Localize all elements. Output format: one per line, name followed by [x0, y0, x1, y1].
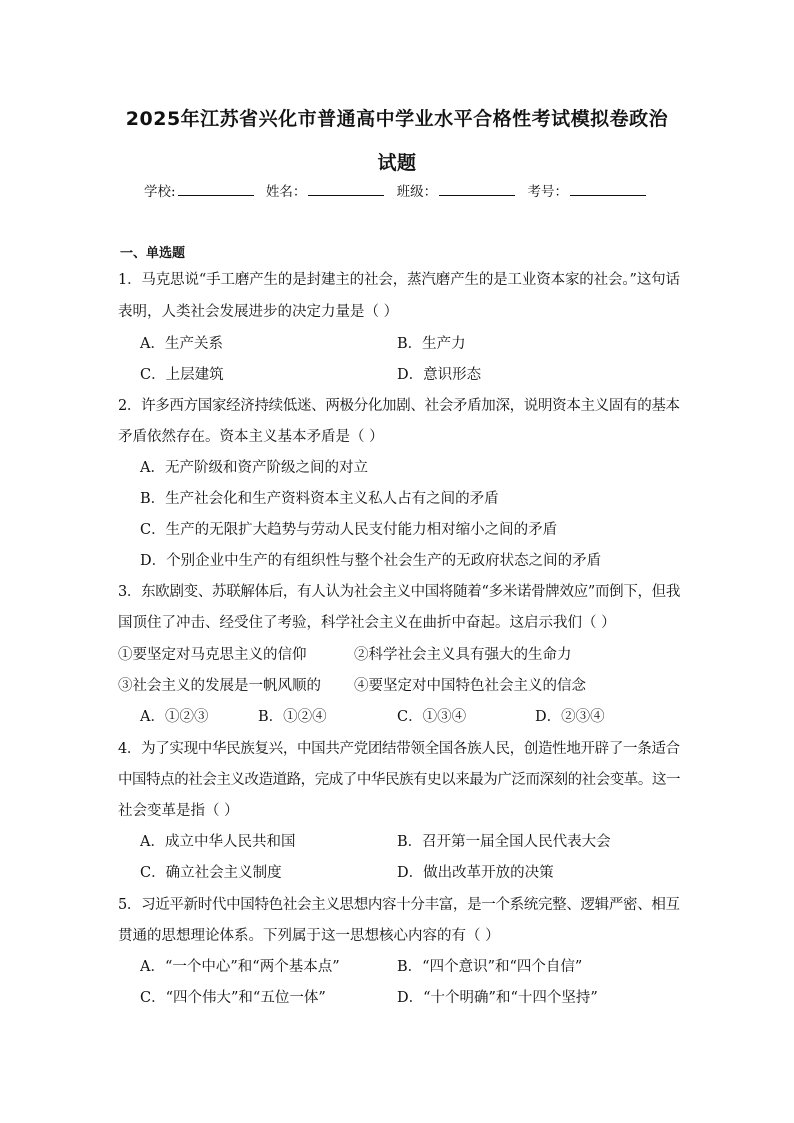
exam-no-blank[interactable] — [570, 183, 646, 196]
name-label: 姓名： — [265, 184, 307, 200]
q4-option-a: A．成立中华人民共和国 — [140, 834, 296, 850]
school-label: 学校: — [144, 184, 176, 200]
q1-option-a: A．生产关系 — [140, 336, 223, 352]
class-label: 班级： — [396, 184, 438, 200]
q1-option-c: C．上层建筑 — [140, 367, 224, 383]
q3-statement-2: ②科学社会主义具有强大的生命力 — [354, 647, 572, 663]
q4-stem-line3: 社会变革是指（ ） — [118, 803, 239, 819]
q3-stem-line1: 3．东欧剧变、苏联解体后，有人认为社会主义中国将随着“多米诺骨牌效应”而倒下，但我 — [118, 584, 681, 600]
q2-option-b: B．生产社会化和生产资料资本主义私人占有之间的矛盾 — [140, 491, 499, 507]
class-blank[interactable] — [439, 183, 515, 196]
exam-title-line1: 2025年江苏省兴化市普通高中学业水平合格性考试模拟卷政治 — [125, 108, 669, 130]
q4-option-b: B．召开第一届全国人民代表大会 — [397, 834, 611, 850]
q3-option-a: A．①②③ — [140, 709, 209, 725]
school-blank[interactable] — [178, 183, 254, 196]
q3-statement-4: ④要坚定对中国特色社会主义的信念 — [354, 678, 586, 694]
q3-stem-line2: 国顶住了冲击、经受住了考验，科学社会主义在曲折中奋起。这启示我们（ ） — [118, 615, 616, 631]
q3-option-c: C．①③④ — [397, 709, 467, 725]
q1-stem-line1: 1．马克思说“手工磨产生的是封建主的社会，蒸汽磨产生的是工业资本家的社会。”这句话 — [118, 272, 680, 288]
q1-stem-line2: 表明，人类社会发展进步的决定力量是（ ） — [118, 304, 399, 320]
q5-option-b: B．“四个意识”和“四个自信” — [397, 959, 583, 975]
q4-stem-line1: 4．为了实现中华民族复兴，中国共产党团结带领全国各族人民，创造性地开辟了一条适合 — [118, 741, 680, 757]
q1-option-b: B．生产力 — [397, 336, 466, 352]
q3-statement-1: ①要坚定对马克思主义的信仰 — [118, 647, 307, 663]
q4-option-c: C．确立社会主义制度 — [140, 865, 282, 881]
q5-stem-line2: 贯通的思想理论体系。下列属于这一思想核心内容的有（ ） — [118, 928, 500, 944]
q3-option-d: D．②③④ — [535, 709, 605, 725]
q4-option-d: D．做出改革开放的决策 — [397, 865, 554, 881]
q2-option-c: C．生产的无限扩大趋势与劳动人民支付能力相对缩小之间的矛盾 — [140, 522, 558, 538]
q2-stem-line2: 矛盾依然存在。资本主义基本矛盾是（ ） — [118, 429, 384, 445]
q5-stem-line1: 5．习近平新时代中国特色社会主义思想内容十分丰富，是一个系统完整、逻辑严密、相互 — [118, 897, 680, 913]
q2-stem-line1: 2．许多西方国家经济持续低迷、两极分化加剧、社会矛盾加深，说明资本主义固有的基本 — [118, 398, 680, 414]
q5-option-d: D．“十个明确”和“十四个坚持” — [397, 990, 598, 1006]
student-info-row — [0, 180, 794, 200]
exam-no-label: 考号： — [527, 184, 568, 200]
q1-option-d: D．意识形态 — [397, 367, 482, 383]
q3-statement-3: ③社会主义的发展是一帆风顺的 — [118, 678, 321, 694]
section-title: 一、单选题 — [120, 246, 186, 261]
q5-option-a: A．“一个中心”和“两个基本点” — [140, 959, 340, 975]
exam-title-line2: 试题 — [377, 152, 417, 174]
q2-option-a: A．无产阶级和资产阶级之间的对立 — [140, 460, 368, 476]
q5-option-c: C．“四个伟大”和“五位一体” — [140, 990, 326, 1006]
q2-option-d: D．个别企业中生产的有组织性与整个社会生产的无政府状态之间的矛盾 — [140, 553, 602, 569]
name-blank[interactable] — [308, 183, 384, 196]
q3-option-b: B．①②④ — [258, 709, 327, 725]
q4-stem-line2: 中国特点的社会主义改造道路，完成了中华民族有史以来最为广泛而深刻的社会变革。这一 — [118, 772, 680, 788]
